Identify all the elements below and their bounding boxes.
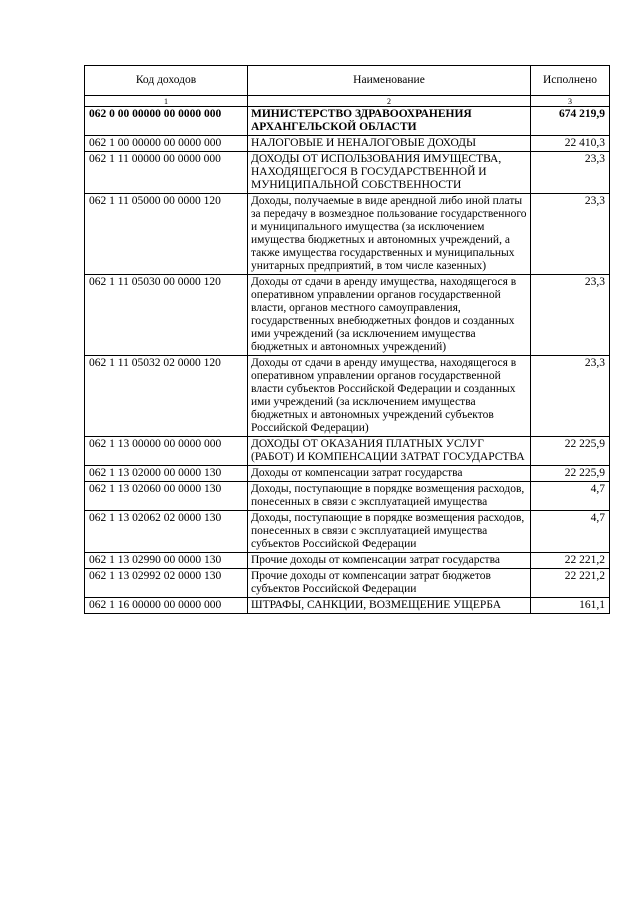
column-index-3: 3	[531, 96, 610, 107]
row-name: Доходы, получаемые в виде арендной либо иной платы за передачу в возмездное пользование государственного и муниципального имущества (за исключением имущества бюджетных и автономных учреждений, а также имущества государственных и муниципальных унитарных предприятий, в том числе казенных)	[248, 194, 531, 275]
header-executed: Исполнено	[531, 66, 610, 96]
row-value: 22 225,9	[531, 437, 610, 466]
row-name: МИНИСТЕРСТВО ЗДРАВООХРАНЕНИЯ АРХАНГЕЛЬСКОЙ ОБЛАСТИ	[248, 107, 531, 136]
row-code: 062 1 11 05030 00 0000 120	[85, 275, 248, 356]
row-code: 062 1 11 05032 02 0000 120	[85, 356, 248, 437]
row-name: Прочие доходы от компенсации затрат бюджетов субъектов Российской Федерации	[248, 569, 531, 598]
row-code: 062 0 00 00000 00 0000 000	[85, 107, 248, 136]
header-code: Код доходов	[85, 66, 248, 96]
table-row	[85, 107, 610, 136]
row-name: ДОХОДЫ ОТ ИСПОЛЬЗОВАНИЯ ИМУЩЕСТВА, НАХОДЯЩЕГОСЯ В ГОСУДАРСТВЕННОЙ И МУНИЦИПАЛЬНОЙ СОБСТВЕННОСТИ	[248, 152, 531, 194]
row-value: 22 221,2	[531, 569, 610, 598]
row-value: 23,3	[531, 152, 610, 194]
table-header-row	[85, 66, 610, 96]
row-code: 062 1 11 00000 00 0000 000	[85, 152, 248, 194]
revenue-table	[84, 65, 610, 614]
table-row	[85, 136, 610, 152]
column-index-1: 1	[85, 96, 248, 107]
table-row	[85, 598, 610, 614]
row-value: 22 410,3	[531, 136, 610, 152]
row-code: 062 1 16 00000 00 0000 000	[85, 598, 248, 614]
row-value: 674 219,9	[531, 107, 610, 136]
column-index-2: 2	[248, 96, 531, 107]
row-name: ШТРАФЫ, САНКЦИИ, ВОЗМЕЩЕНИЕ УЩЕРБА	[248, 598, 531, 614]
row-value: 22 221,2	[531, 553, 610, 569]
row-name: Доходы от сдачи в аренду имущества, находящегося в оперативном управлении органов государственной власти субъектов Российской Федерации и созданных ими учреждений (за исключением имущества бюджетных и автономных учреждений субъектов Российской Федерации)	[248, 356, 531, 437]
column-index-row	[85, 96, 610, 107]
row-value: 22 225,9	[531, 466, 610, 482]
row-code: 062 1 13 02062 02 0000 130	[85, 511, 248, 553]
row-code: 062 1 13 00000 00 0000 000	[85, 437, 248, 466]
row-name: Доходы, поступающие в порядке возмещения расходов, понесенных в связи с эксплуатацией имущества субъектов Российской Федерации	[248, 511, 531, 553]
table-row	[85, 482, 610, 511]
row-name: ДОХОДЫ ОТ ОКАЗАНИЯ ПЛАТНЫХ УСЛУГ (РАБОТ) И КОМПЕНСАЦИИ ЗАТРАТ ГОСУДАРСТВА	[248, 437, 531, 466]
row-value: 23,3	[531, 275, 610, 356]
row-code: 062 1 13 02992 02 0000 130	[85, 569, 248, 598]
table-row	[85, 275, 610, 356]
row-value: 161,1	[531, 598, 610, 614]
header-name: Наименование	[248, 66, 531, 96]
table-row	[85, 356, 610, 437]
row-code: 062 1 00 00000 00 0000 000	[85, 136, 248, 152]
row-name: Доходы от сдачи в аренду имущества, находящегося в оперативном управлении органов государственной власти, органов местного самоуправления, государственных внебюджетных фондов и созданных ими учреждений (за исключением имущества бюджетных и автономных учреждений)	[248, 275, 531, 356]
table-row	[85, 466, 610, 482]
row-name: Прочие доходы от компенсации затрат государства	[248, 553, 531, 569]
row-value: 23,3	[531, 356, 610, 437]
row-code: 062 1 13 02000 00 0000 130	[85, 466, 248, 482]
table-row	[85, 437, 610, 466]
row-code: 062 1 11 05000 00 0000 120	[85, 194, 248, 275]
table-row	[85, 569, 610, 598]
table-row	[85, 194, 610, 275]
row-name: Доходы, поступающие в порядке возмещения расходов, понесенных в связи с эксплуатацией имущества	[248, 482, 531, 511]
table-row	[85, 553, 610, 569]
row-code: 062 1 13 02060 00 0000 130	[85, 482, 248, 511]
row-code: 062 1 13 02990 00 0000 130	[85, 553, 248, 569]
row-value: 4,7	[531, 482, 610, 511]
row-name: Доходы от компенсации затрат государства	[248, 466, 531, 482]
row-value: 23,3	[531, 194, 610, 275]
table-row	[85, 152, 610, 194]
row-name: НАЛОГОВЫЕ И НЕНАЛОГОВЫЕ ДОХОДЫ	[248, 136, 531, 152]
table-row	[85, 511, 610, 553]
row-value: 4,7	[531, 511, 610, 553]
